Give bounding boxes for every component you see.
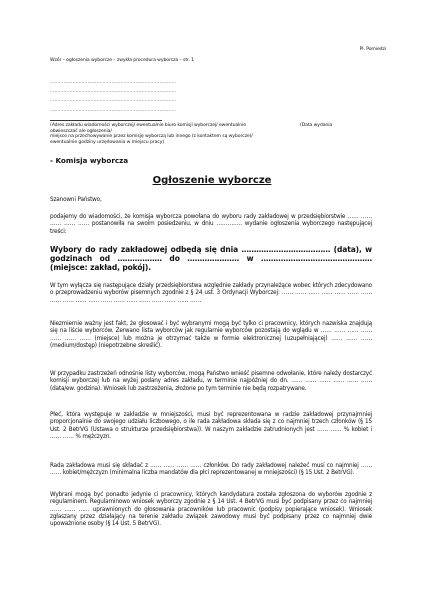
address-note-line: obwieszczać ale ogłoszenia/	[50, 128, 112, 134]
greeting: Szanowni Państwo,	[50, 197, 102, 203]
dotted-line: …………………………………………………………………………	[50, 80, 176, 85]
dotted-line: …………………………………………………………………………	[50, 98, 176, 104]
document-title: Ogłoszenie wyborcze	[152, 175, 272, 186]
header-left-label: Wzór – ogłoszenia wyborcze – zwykła procedura wyborcza – str. 1	[50, 58, 194, 63]
address-dotted-lines	[50, 80, 300, 117]
date-note	[300, 123, 370, 129]
address-underline	[50, 120, 162, 121]
dotted-line: …………………………………………………………………………	[50, 89, 176, 95]
date-note-line: (Data wydania	[300, 123, 333, 128]
header-right-label: Pl. Pomiedzi	[359, 47, 386, 52]
address-note-line: ewentualnie godziny urzędowania w miejscu pracy)	[50, 139, 165, 145]
paragraph-objections: W przypadku zastrzeżeń odnośnie listy wyborców, mogą Państwo wnieść pisemne odwołanie, które należy dostarczyć komisji wyborczej lub na wyżej podany adres zakładu, w terminie najpóźniej do dn. …… …… …… …… …… …… (data/ew. godzina). Wniosek lub zastrzeżenia, złożone po tym terminie nie będą rozpatrywane.	[50, 371, 372, 392]
paragraph-exclusions: W tym wyłącza się następujące działy przedsiębiorstwa względnie zakłady przynależące wobec których zdecydowano o przeprowadzeniu wyborów pisemnych zgodnie z § 24 ust. 3 Ordynacji Wyborczej: …… …… …… …… …… …… …… …… …… …… …… …… …… …… …… …… …… …… ……	[50, 283, 372, 304]
paragraph-intro: podajemy do wiadomości, że komisja wyborcza powołana do wyboru rady zakładowej w przedsiębiorstwie …… …… …… …… …… postanowiła na swoim posiedzeniu, w dniu ………….. wydanie ogłoszenia wyborczego następującej treści:	[50, 214, 372, 235]
committee-label: - Komisja wyborcza	[50, 156, 129, 165]
election-date-block: Wybory do rady zakładowej odbędą się dnia ……………………………… (data), w godzinach od ……………… do ………………… w ……………………………………… (miejsce: zakład, pokój).	[50, 245, 372, 273]
paragraph-council-size: Rada zakładowa musi się składać z …… …… …… …… członków. Do rady zakładowej należeć musi co najmniej …… …… kobiet/mężczyzn (minimalna liczba mandatów dla płci reprezentowanej w mniejszości) (§ 15 Ust. 2 BetrVG).	[50, 463, 372, 477]
address-note-line: miejsce na przechowywanie przez komisję wyborczą lub innego (z kontaktem są wyborcze)/	[50, 134, 253, 140]
paragraph-gender-quota: Płeć, która występuje w zakładzie w mniejszości, musi być reprezentowana w radzie zakładowej przynajmniej proporcjonalnie do swojego udziału liczbowego, o ile rada zakładowa składa się z co najmniej trzech członków (§ 15 Ust. 2 BetrVG (Ustawa o strukturze przedsiębiorstwa)). W naszym zakładzie zatrudnionych jest …… …… % kobiet i …… …… % mężczyzn.	[50, 412, 372, 440]
paragraph-candidacy: Wybrani mogą być ponadto jedynie ci pracownicy, których kandydatura została zgłoszona do wyborów zgodnie z regulaminem. Regulaminowo wniosek wyborczy zgodnie z § 14 Ust. 4 BetrVG musi być podpisany przez co najmniej …… …… …… uprawnionych do głosowania pracowników lub pracownic (podpisy popierające wniosek). Wniosek zgłaszany przez działający na terenie zakładu związek zawodowy musi być podpisany przez co najmniej dwie upoważnione osoby (§ 14 Ust. 5 BetrVG).	[50, 492, 372, 528]
dotted-line: …………………………………………………………………………	[50, 107, 176, 113]
address-note-line: (Adres zakładu wiadomości wyborczej/ ewentualnie biuro komisji wyborczej/ ewentualnie	[50, 123, 246, 128]
address-note	[50, 123, 300, 145]
paragraph-voter-list: Niezmiernie ważny jest fakt, że głosować i być wybranymi mogą być tylko ci pracownicy, których nazwiska znajdują się na liście wyborców. Zerwano lista wyborców jak regularnie wyborców pozostają do wglądu w …… …… …… …… …… …… …… (miejsce) lub można je otrzymać także w formie elektronicznej (uzupełniającej) …… …… …… (medium/dostęp) (niepotrzebne skreślić).	[50, 321, 372, 349]
